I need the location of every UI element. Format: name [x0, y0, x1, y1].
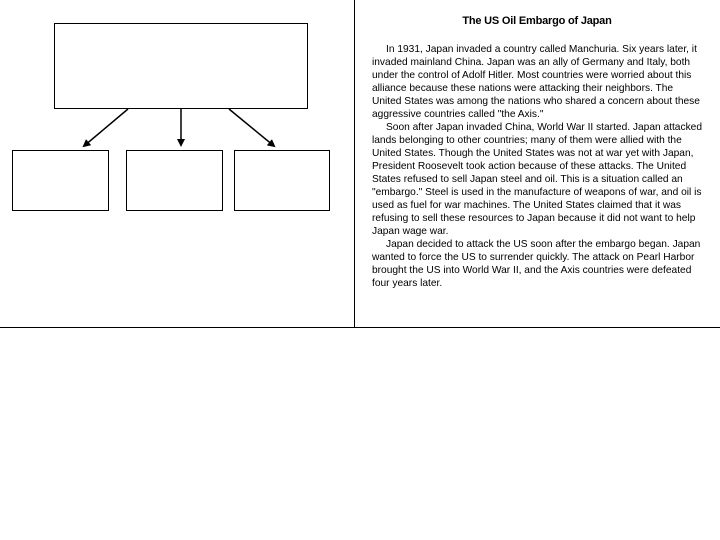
connector-arrows — [0, 0, 354, 160]
paragraph-1: In 1931, Japan invaded a country called Manchuria. Six years later, it invaded mainland China. Japan was an ally of Germany and Italy, both under the control of Adolf Hitler. Most countries were worried about this alliance because these nations were attacking their neighbors. The United States was among the nations who shared a concern about these aggressive countries called "the Axis." — [372, 44, 700, 120]
arrow-left — [84, 109, 128, 146]
article-title: The US Oil Embargo of Japan — [462, 15, 612, 27]
vertical-divider — [354, 0, 355, 328]
paragraph-2: Soon after Japan invaded China, World War II started. Japan attacked lands belonging to other countries; many of them were allied with the United States. Though the United States was not at war yet with Japan, President Roosevelt took action because of these attacks. The United States refused to sell Japan steel and oil. This is a situation called an "embargo." Steel is used in the manufacture of weapons of war, and oil is used as fuel for war machines. The United States claimed that it was refusing to sell these resources to Japan because it did not want to help Japan wage war. — [372, 122, 702, 237]
paragraph-3: Japan decided to attack the US soon after the embargo began. Japan wanted to force the US to surrender quickly. The attack on Pearl Harbor brought the US into World War II, and the Axis countries were defeated four years later. — [372, 239, 701, 289]
horizontal-divider — [0, 327, 720, 328]
arrow-right — [229, 109, 274, 146]
article-body — [372, 43, 704, 290]
